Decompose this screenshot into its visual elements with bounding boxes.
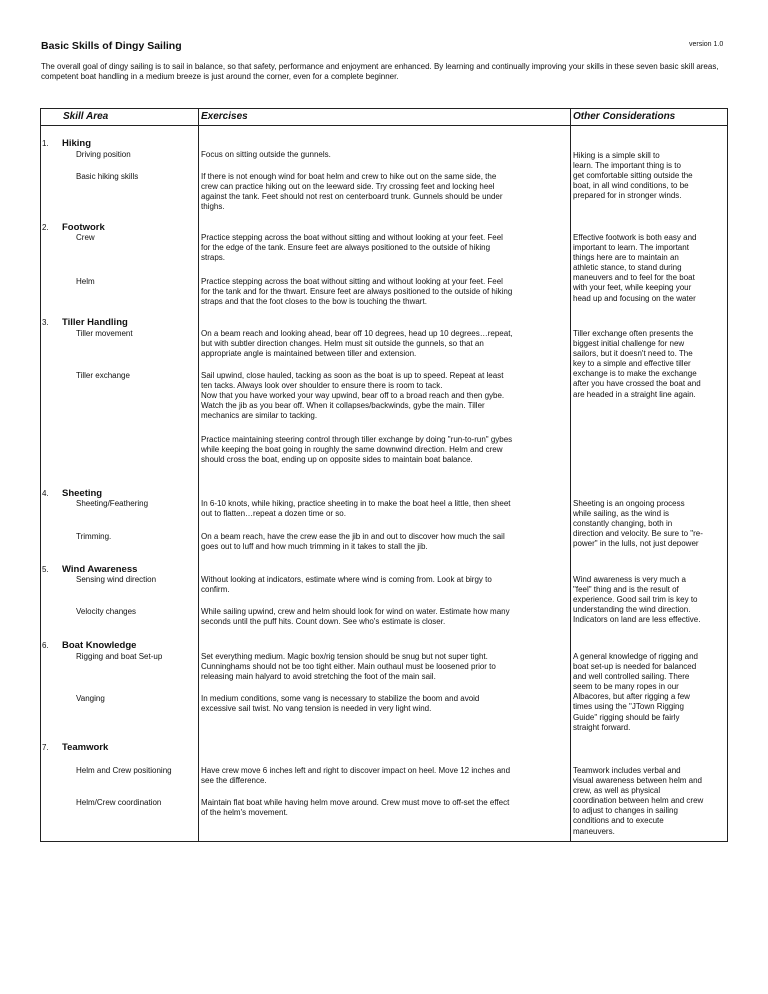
- exercise-text: On a beam reach, have the crew ease the jib in and out to discover how much the sail goes out to luff and how much trimming in it takes to stall the jib.: [201, 532, 505, 552]
- section-number: 1.: [42, 139, 49, 148]
- section-number: 4.: [42, 489, 49, 498]
- sub-skill-label: Tiller exchange: [76, 371, 130, 380]
- exercise-text: Focus on sitting outside the gunnels.: [201, 150, 331, 159]
- section-number: 6.: [42, 641, 49, 650]
- sub-skill-label: Vanging: [76, 694, 105, 703]
- version-label: version 1.0: [689, 41, 724, 48]
- document-title: Basic Skills of Dingy Sailing: [41, 40, 182, 52]
- exercise-text: While sailing upwind, crew and helm should look for wind on water. Estimate how many seconds until the puff hits. Count down. See who's estimate is closer.: [201, 607, 510, 627]
- consideration-text: Sheeting is an ongoing process while sailing, as the wind is constantly changing, both in direction and velocity. Be sure to "re- power" in the lulls, not just depower: [573, 499, 703, 549]
- skill-name: Wind Awareness: [62, 564, 138, 575]
- sub-skill-label: Helm/Crew coordination: [76, 798, 162, 807]
- section-number: 3.: [42, 318, 49, 327]
- skill-name: Boat Knowledge: [62, 640, 137, 651]
- exercise-text: In medium conditions, some vang is necessary to stabilize the boom and avoid excessive sail twist. No vang tension is needed in very light wind.: [201, 694, 480, 714]
- exercise-text: Maintain flat boat while having helm move around. Crew must move to off-set the effect of the helm's movement.: [201, 798, 510, 818]
- skill-name: Hiking: [62, 138, 92, 149]
- exercise-text: Practice maintaining steering control through tiller exchange by doing "run-to-run" gybes while keeping the boat going in roughly the same downwind direction. Helm and crew should cross the boat, ending up on opposite sides to maintain boat balance.: [201, 435, 513, 465]
- sub-skill-label: Velocity changes: [76, 607, 137, 616]
- sub-skill-label: Rigging and boat Set-up: [76, 652, 163, 661]
- consideration-text: Hiking is a simple skill to learn. The important thing is to get comfortable sitting outside the boat, in all wind conditions, to be prepared for in stronger winds.: [573, 151, 693, 201]
- sub-skill-label: Trimming.: [76, 532, 112, 541]
- section-number: 2.: [42, 223, 49, 232]
- consideration-text: Effective footwork is both easy and important to learn. The important things here are to maintain an athletic stance, to stand during maneuvers and to feel for the boat with your feet, while keeping your head up and focusing on the water: [573, 233, 697, 303]
- skill-name: Tiller Handling: [62, 317, 128, 328]
- skill-name: Footwork: [62, 222, 105, 233]
- sub-skill-label: Helm: [76, 277, 95, 286]
- section-number: 7.: [42, 743, 49, 752]
- consideration-text: A general knowledge of rigging and boat set-up is needed for balanced and well controlled sailing. There seem to be many ropes in our Albacores, but after rigging a few times using the "JTown Rigging Guide" rigging should be fairly straight forward.: [573, 652, 698, 732]
- skill-name: Sheeting: [62, 488, 103, 499]
- consideration-text: Tiller exchange often presents the biggest initial challenge for new sailors, but it doesn't need to. The key to a simple and effective tiller exchange is to make the exchange after you have crossed the boat and are headed in a straight line again.: [573, 329, 701, 399]
- exercise-text: Set everything medium. Magic box/rig tension should be snug but not super tight. Cunninghams should not be too tight either. Main outhaul must be loosened prior to releasing main halyard to avoid stretching the foot of the main sail.: [201, 652, 496, 682]
- exercise-text: Have crew move 6 inches left and right to discover impact on heel. Move 12 inches and see the difference.: [201, 766, 511, 786]
- header-skill-area: Skill Area: [63, 111, 109, 122]
- intro-paragraph: The overall goal of dingy sailing is to sail in balance, so that safety, performance and enjoyment are enhanced. By learning and continually improving your skills in these seven basic skill areas, competent boat handling in a medium breeze is just around the corner, even for a complete beginner.: [41, 62, 719, 81]
- exercise-text: If there is not enough wind for boat helm and crew to hike out on the same side, the crew can practice hiking out on the leeward side. Try crossing feet and locking heel against the tank. Feet should not rest on centerboard trunk. Gunnels should be under thighs.: [201, 172, 503, 212]
- sub-skill-label: Driving position: [76, 150, 131, 159]
- sub-skill-label: Sheeting/Feathering: [76, 499, 149, 508]
- sub-skill-label: Crew: [76, 233, 95, 242]
- exercise-text: Sail upwind, close hauled, tacking as soon as the boat is up to speed. Repeat at least ten tacks. Always look over shoulder to ensure there is room to tack. Now that you have worked your way upwind, bear off to a broad reach and then gybe. Watch the jib as you bear off. When it collapses/backwinds, gybe the main. Tiller mechanics are similar to tacking.: [201, 371, 505, 421]
- sub-skill-label: Sensing wind direction: [76, 575, 157, 584]
- header-divider: [41, 125, 727, 126]
- sub-skill-label: Tiller movement: [76, 329, 133, 338]
- column-divider: [198, 109, 199, 841]
- section-number: 5.: [42, 565, 49, 574]
- skill-name: Teamwork: [62, 742, 109, 753]
- header-other-considerations: Other Considerations: [573, 111, 676, 122]
- exercise-text: In 6-10 knots, while hiking, practice sheeting in to make the boat heel a little, then sheet out to flatten…repeat a dozen time or so.: [201, 499, 511, 519]
- consideration-text: Wind awareness is very much a "feel" thing and is the result of experience. Good sail trim is key to understanding the wind direction. Indicators on land are less effective.: [573, 575, 701, 625]
- header-exercises: Exercises: [201, 111, 248, 122]
- exercise-text: On a beam reach and looking ahead, bear off 10 degrees, head up 10 degrees…repeat, but with subtler direction changes. Helm must sit outside the gunnels, so that an appropriate angle is maintained between tiller and extension.: [201, 329, 513, 359]
- exercise-text: Without looking at indicators, estimate where wind is coming from. Look at birgy to confirm.: [201, 575, 492, 595]
- column-divider: [570, 109, 571, 841]
- skills-table: [40, 108, 728, 842]
- consideration-text: Teamwork includes verbal and visual awareness between helm and crew, as well as physical coordination between helm and crew to adjust to changes in sailing conditions and to execute maneuvers.: [573, 766, 704, 836]
- sub-skill-label: Basic hiking skills: [76, 172, 139, 181]
- exercise-text: Practice stepping across the boat without sitting and without looking at your feet. Feel for the tank and for the thwart. Ensure feet are always positioned to the outside of hiking straps and that the foot closes to the bow is touching the thwart.: [201, 277, 513, 307]
- sub-skill-label: Helm and Crew positioning: [76, 766, 172, 775]
- exercise-text: Practice stepping across the boat without sitting and without looking at your feet. Feel for the edge of the tank. Ensure feet are always positioned to the outside of hiking straps.: [201, 233, 503, 263]
